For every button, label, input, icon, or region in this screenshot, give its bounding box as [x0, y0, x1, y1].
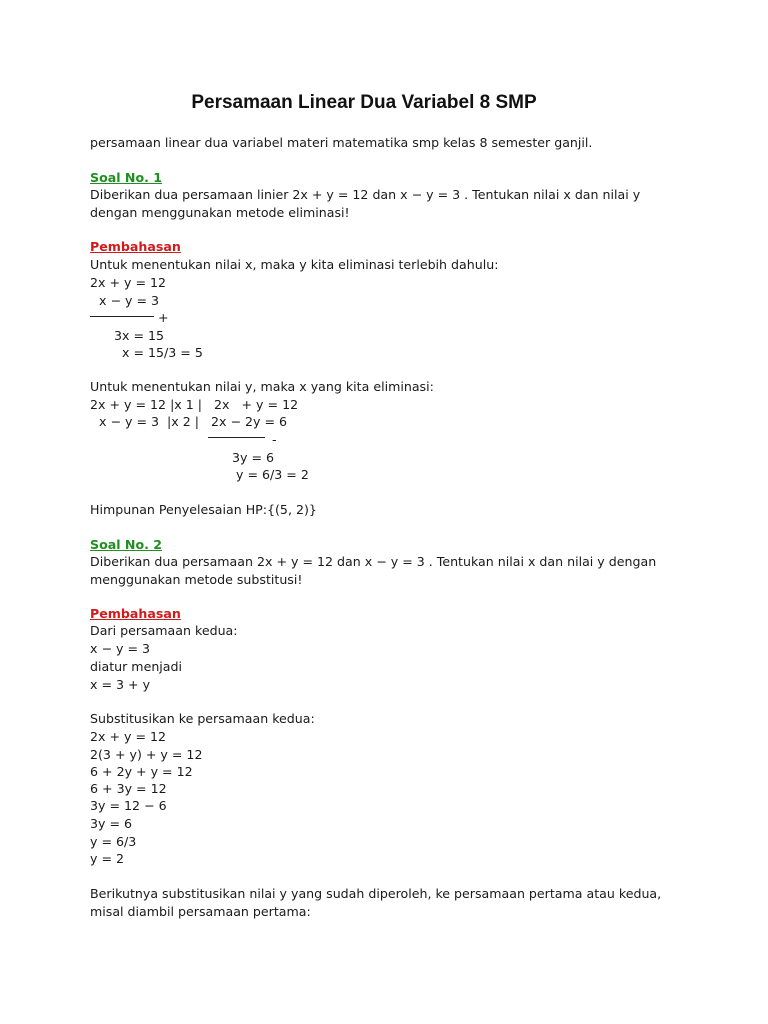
soal-1-question-line-1: Diberikan dua persamaan linier 2x + y = 12 dan x − y = 3 . Tentukan nilai x dan nilai y — [90, 187, 641, 202]
substitution-line: y = 2 — [90, 851, 125, 866]
intro-text: persamaan linear dua variabel materi matematika smp kelas 8 semester ganjil. — [90, 135, 593, 150]
substitution-line: 3y = 12 − 6 — [90, 798, 167, 813]
pembahasan-1-heading: Pembahasan — [90, 239, 181, 254]
soal-2-question-line-1: Diberikan dua persamaan 2x + y = 12 dan x − y = 3 . Tentukan nilai x dan nilai y dengan — [90, 554, 657, 569]
soal-2-heading: Soal No. 2 — [90, 537, 163, 552]
soal-1-question-line-2: dengan menggunakan metode eliminasi! — [90, 205, 350, 220]
minus-operator: - — [272, 432, 277, 447]
elimination-row-2: x − y = 3 |x 2 | 2x − 2y = 6 — [99, 414, 288, 429]
difference-rule — [208, 437, 265, 438]
substitution-line: 2(3 + y) + y = 12 — [90, 747, 203, 762]
step-line: x = 3 + y — [90, 677, 151, 692]
substitution-line: y = 6/3 — [90, 834, 137, 849]
pembahasan-2-heading: Pembahasan — [90, 606, 181, 621]
step-line: x − y = 3 — [90, 641, 151, 656]
pembahasan-1-text-2: Untuk menentukan nilai y, maka x yang kita eliminasi: — [90, 379, 434, 394]
closing-line-2: misal diambil persamaan pertama: — [90, 904, 311, 919]
sum-rule-1 — [90, 316, 154, 317]
soal-2-question-line-2: menggunakan metode substitusi! — [90, 572, 303, 587]
substitution-line: 2x + y = 12 — [90, 729, 167, 744]
result-4: y = 6/3 = 2 — [236, 467, 309, 482]
substitution-line: 6 + 2y + y = 12 — [90, 764, 193, 779]
equation-1: 2x + y = 12 — [90, 275, 167, 290]
soal-1-heading: Soal No. 1 — [90, 170, 163, 185]
plus-operator: + — [158, 310, 169, 325]
page-title: Persamaan Linear Dua Variabel 8 SMP — [191, 92, 537, 113]
closing-line-1: Berikutnya substitusikan nilai y yang sudah diperoleh, ke persamaan pertama atau kedua, — [90, 886, 662, 901]
equation-2: x − y = 3 — [99, 293, 160, 308]
step-line: Dari persamaan kedua: — [90, 623, 238, 638]
solution-set: Himpunan Penyelesaian HP:{(5, 2)} — [90, 502, 317, 517]
substitution-line: 3y = 6 — [90, 816, 133, 831]
elimination-row-1: 2x + y = 12 |x 1 | 2x + y = 12 — [90, 397, 299, 412]
substitution-line: 6 + 3y = 12 — [90, 781, 167, 796]
step-line: diatur menjadi — [90, 659, 183, 674]
result-3: 3y = 6 — [232, 450, 275, 465]
pembahasan-1-text-1: Untuk menentukan nilai x, maka y kita eliminasi terlebih dahulu: — [90, 257, 499, 272]
result-2: x = 15/3 = 5 — [122, 345, 203, 360]
result-1: 3x = 15 — [114, 328, 165, 343]
substitution-intro: Substitusikan ke persamaan kedua: — [90, 711, 315, 726]
